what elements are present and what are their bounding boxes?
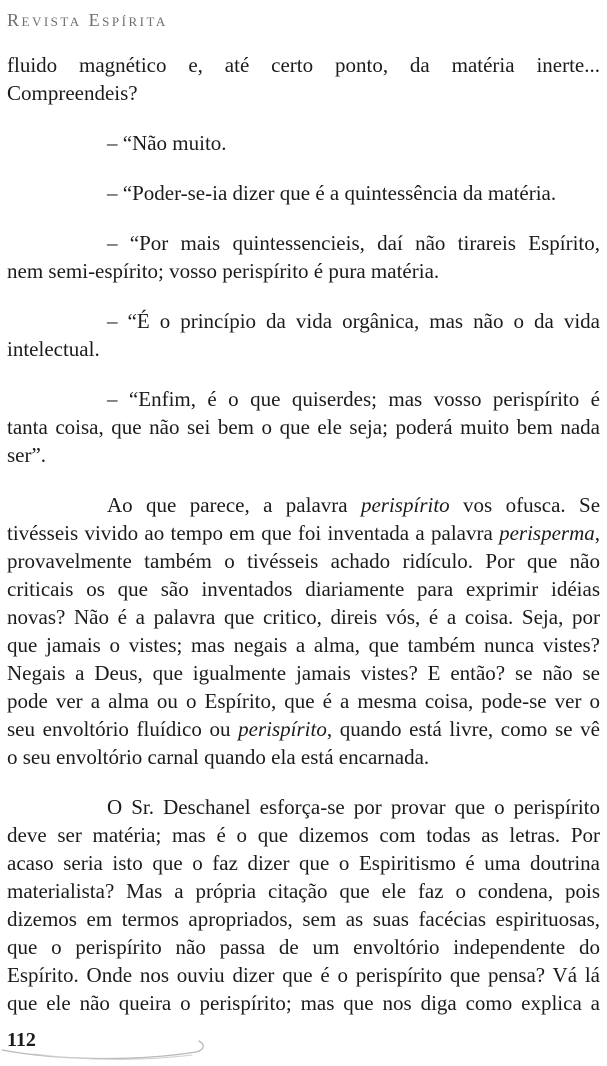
paragraph — [7, 793, 600, 1017]
paragraph — [7, 179, 600, 207]
text-line: deve ser matéria; mas é o que dizemos com todas as letras. Por — [7, 823, 600, 847]
page-number: 112 — [7, 1029, 36, 1051]
text-line: tanta coisa, que não sei bem o que ele seja; poderá muito bem nada — [7, 415, 600, 439]
text-run: , quando está livre, como se vê — [326, 717, 600, 741]
paragraph — [7, 307, 600, 363]
text-run: Ao que parece, a palavra — [107, 493, 361, 517]
text-line: – “Por mais quintessencieis, daí não tirareis Espírito, — [107, 231, 600, 255]
text-line: o seu envoltório carnal quando ela está encarnada. — [7, 745, 430, 769]
paragraph — [7, 491, 600, 771]
text-line: que jamais o vistes; mas negais a alma, que também nunca vistes? — [7, 633, 600, 657]
text-line — [7, 715, 600, 743]
text-line: ser”. — [7, 443, 47, 467]
emphasized-term: perispírito — [238, 717, 327, 741]
text-line: que ele não queira o perispírito; mas que nos diga como explica a — [7, 991, 600, 1015]
text-line — [7, 491, 600, 519]
emphasized-term: perispírito — [360, 493, 450, 517]
text-line — [7, 519, 600, 547]
text-line: criticais os que são inventados diariamente para exprimir idéias — [7, 577, 600, 601]
text-line: dizemos em termos apropriados, sem as suas facécias espirituosas, — [7, 907, 600, 931]
text-line: pode ver a alma ou o Espírito, que é a mesma coisa, pode-se ver o — [7, 689, 600, 713]
text-line: provavelmente também o tivésseis achado ridículo. Por que não — [7, 549, 600, 573]
text-line: – “Não muito. — [107, 131, 227, 155]
text-run: seu envoltório fluídico ou — [7, 717, 239, 741]
paragraph — [7, 129, 600, 157]
text-line: Compreendeis? — [7, 81, 138, 105]
text-line: O Sr. Deschanel esforça-se por provar que o perispírito — [107, 795, 600, 819]
text-line: fluido magnético e, até certo ponto, da matéria inerte... — [7, 53, 600, 77]
text-run: , — [594, 521, 600, 545]
text-run: vos ofusca. Se — [449, 493, 601, 517]
text-line: – “Enfim, é o que quiserdes; mas vosso perispírito é — [107, 387, 600, 411]
text-line: materialista? Mas a própria citação que ele faz o condena, pois — [7, 879, 600, 903]
text-line: que o perispírito não passa de um envoltório independente do — [7, 935, 600, 959]
paragraph — [7, 229, 600, 285]
text-line: Espírito. Onde nos ouviu dizer que é o perispírito que pensa? Vá lá — [7, 963, 600, 987]
running-head: Revista Espírita — [7, 10, 168, 30]
body-text — [7, 51, 600, 1017]
text-line: nem semi-espírito; vosso perispírito é pura matéria. — [7, 259, 440, 283]
paragraph — [7, 51, 600, 107]
text-line: Negais a Deus, que igualmente jamais vistes? E então? se não se — [7, 661, 600, 685]
text-line: – “Poder-se-ia dizer que é a quintessência da matéria. — [107, 181, 557, 205]
paragraph — [7, 385, 600, 469]
emphasized-term: perisperma — [499, 521, 595, 545]
text-line: novas? Não é a palavra que critico, direis vós, é a coisa. Seja, por — [7, 605, 600, 629]
text-line: acaso seria isto que o faz dizer que o Espiritismo é uma doutrina — [7, 851, 600, 875]
text-line: intelectual. — [7, 337, 100, 361]
text-run: tivésseis vivido ao tempo em que foi inventada a palavra — [7, 521, 500, 545]
text-line: – “É o princípio da vida orgânica, mas não o da vida — [107, 309, 600, 333]
